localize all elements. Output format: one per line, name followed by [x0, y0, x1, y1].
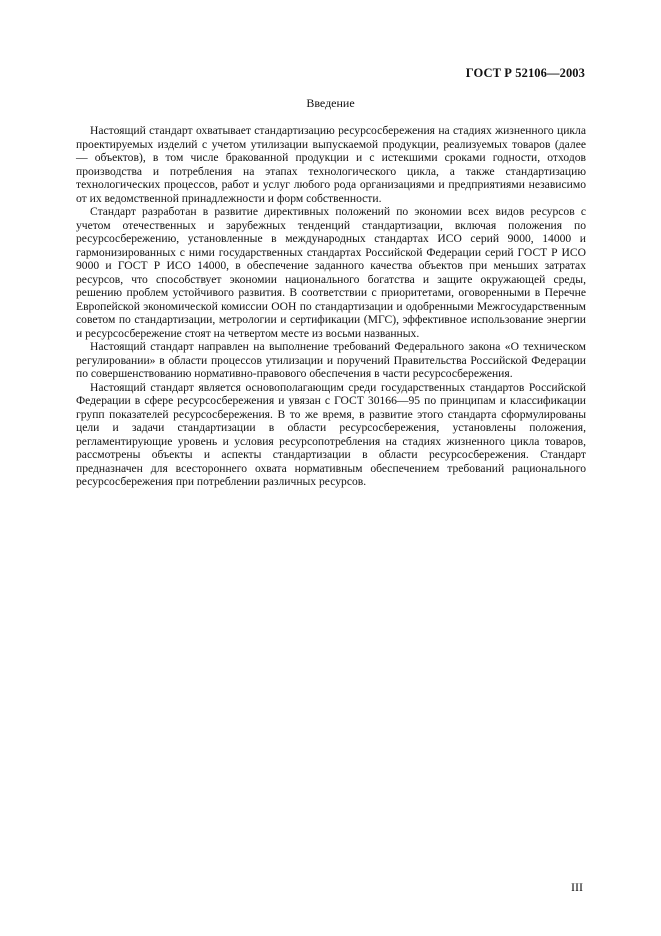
page-number: III [571, 880, 583, 894]
section-title: Введение [306, 96, 355, 110]
paragraph: Стандарт разработан в развитие директивных положений по экономии всех видов ресурсов с учетом отечественных и зарубежных тенденций стандартизации, включая положения по ресурсосбережению, установленные в международных стандартах ИСО серий 9000, 14000 и гармонизированных с ними государственных стандартах Российской Федерации серий ГОСТ Р ИСО 9000 и ГОСТ Р ИСО 14000, в обеспечение заданного качества объектов при меньших затратах ресурсов, что способствует экономии национального богатства и защите окружающей среды, решению проблем устойчивого развития. В соответствии с приоритетами, оговоренными в Перечне Европейской экономической комиссии ООН по стандартизации и одобренными Межгосударственным советом по стандартизации, метрологии и сертификации (МГС), эффективное использование энергии и ресурсосбережение стоят на четвертом месте из восьми названных. [76, 205, 586, 340]
body-text [76, 124, 586, 489]
paragraph: Настоящий стандарт направлен на выполнение требований Федерального закона «О техническом регулировании» в области процессов утилизации и поручений Правительства Российской Федерации по совершенствованию нормативно-правового обеспечения в части ресурсосбережения. [76, 340, 586, 380]
paragraph: Настоящий стандарт охватывает стандартизацию ресурсосбережения на стадиях жизненного цикла проектируемых изделий с учетом утилизации выпускаемой продукции, реализуемых товаров (далее — объектов), в том числе бракованной продукции и с истекшими сроками годности, отходов производства и потребления на этапах технологического цикла, а также стандартизацию технологических процессов, работ и услуг любого рода организациями и предприятиями независимо от их ведомственной принадлежности и форм собственности. [76, 124, 586, 205]
paragraph: Настоящий стандарт является основополагающим среди государственных стандартов Российской Федерации в сфере ресурсосбережения и увязан с ГОСТ 30166—95 по принципам и классификации групп показателей ресурсосбережения. В то же время, в развитие этого стандарта сформулированы цели и задачи стандартизации в области ресурсосбережения, установлены положения, регламентирующие уровень и условия ресурсопотребления на стадиях жизненного цикла товаров, рассмотрены объекты и аспекты стандартизации в области ресурсосбережения. Стандарт предназначен для всестороннего охвата нормативным обеспечением требований рационального ресурсосбережения при потреблении различных ресурсов. [76, 380, 586, 488]
document-code: ГОСТ Р 52106—2003 [465, 66, 585, 80]
